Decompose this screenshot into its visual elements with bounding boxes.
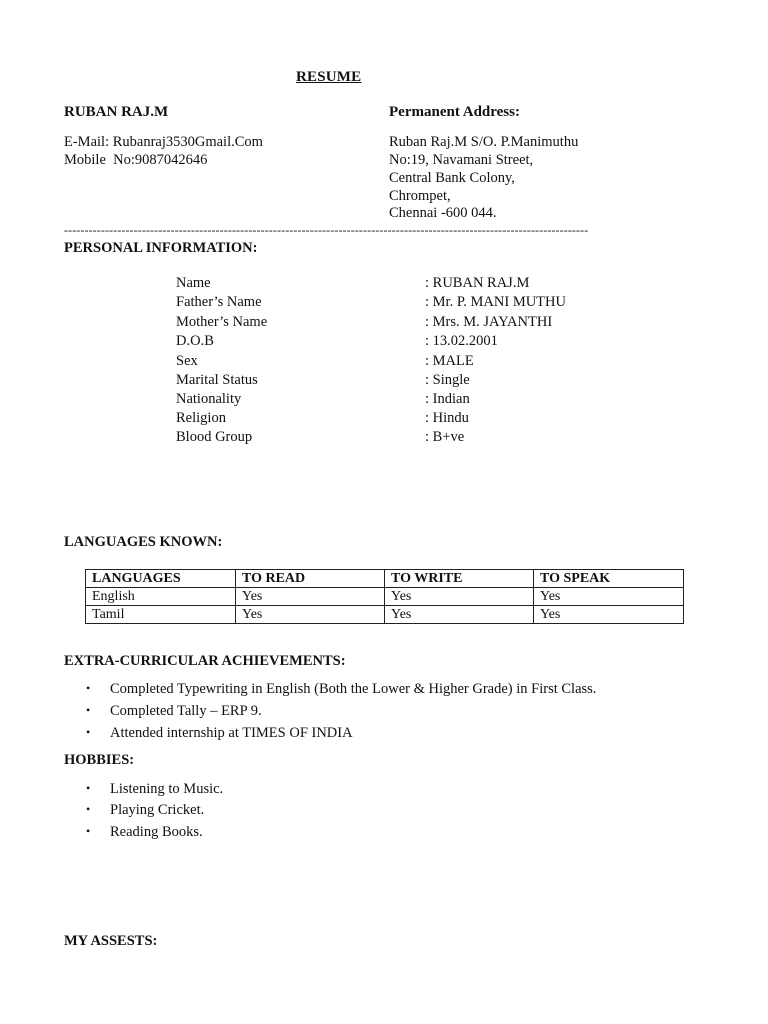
info-label: Nationality xyxy=(176,391,242,407)
list-item-text: Attended internship at TIMES OF INDIA xyxy=(110,725,353,741)
list-item-text: Reading Books. xyxy=(110,824,203,840)
info-label: Name xyxy=(176,275,211,291)
candidate-name: RUBAN RAJ.M xyxy=(64,104,169,120)
dashed-separator: -------------------------------------------------------------------------------------------------------------------------------- xyxy=(64,223,589,237)
table-cell: Yes xyxy=(236,588,385,606)
info-value: : Mr. P. MANI MUTHU xyxy=(425,294,566,310)
address-line: No:19, Navamani Street, xyxy=(389,152,534,168)
info-label: D.O.B xyxy=(176,333,214,349)
column-header-to-write: TO WRITE xyxy=(385,570,534,588)
mobile-line: Mobile No:9087042646 xyxy=(64,152,208,168)
address-line: Chrompet, xyxy=(389,188,451,204)
info-value: : B+ve xyxy=(425,429,465,445)
address-line: Chennai -600 044. xyxy=(389,205,497,221)
list-item xyxy=(86,802,204,819)
list-item-text: Completed Tally – ERP 9. xyxy=(110,703,262,719)
info-label: Marital Status xyxy=(176,372,258,388)
personal-info-heading: PERSONAL INFORMATION: xyxy=(64,240,258,256)
table-cell: Yes xyxy=(385,606,534,624)
info-label: Mother’s Name xyxy=(176,314,268,330)
info-value: : RUBAN RAJ.M xyxy=(425,275,530,291)
bullet-icon: • xyxy=(86,725,91,739)
table-header-row xyxy=(86,570,684,588)
table-cell: Tamil xyxy=(86,606,236,624)
info-value: : Mrs. M. JAYANTHI xyxy=(425,314,553,330)
list-item-text: Completed Typewriting in English (Both the Lower & Higher Grade) in First Class. xyxy=(110,681,597,697)
info-value: : 13.02.2001 xyxy=(425,333,498,349)
list-item xyxy=(86,725,353,742)
table-cell: Yes xyxy=(534,606,684,624)
email-line: E-Mail: Rubanraj3530Gmail.Com xyxy=(64,134,263,150)
list-item xyxy=(86,781,223,798)
column-header-languages: LANGUAGES xyxy=(86,570,236,588)
list-item xyxy=(86,824,203,841)
list-item-text: Playing Cricket. xyxy=(110,802,205,818)
info-label: Father’s Name xyxy=(176,294,262,310)
assets-heading: MY ASSESTS: xyxy=(64,933,158,949)
bullet-icon: • xyxy=(86,802,91,816)
document-title: RESUME xyxy=(296,69,362,85)
info-label: Blood Group xyxy=(176,429,253,445)
list-item xyxy=(86,703,262,720)
info-value: : MALE xyxy=(425,353,474,369)
table-cell: Yes xyxy=(385,588,534,606)
column-header-to-read: TO READ xyxy=(236,570,385,588)
table-row xyxy=(86,588,684,606)
list-item-text: Listening to Music. xyxy=(110,781,224,797)
table-cell: Yes xyxy=(236,606,385,624)
extracurricular-heading: EXTRA-CURRICULAR ACHIEVEMENTS: xyxy=(64,653,346,669)
bullet-icon: • xyxy=(86,681,91,695)
bullet-icon: • xyxy=(86,824,91,838)
bullet-icon: • xyxy=(86,703,91,717)
info-value: : Hindu xyxy=(425,410,469,426)
languages-heading: LANGUAGES KNOWN: xyxy=(64,534,223,550)
table-row xyxy=(86,606,684,624)
info-label: Religion xyxy=(176,410,226,426)
hobbies-heading: HOBBIES: xyxy=(64,752,135,768)
table-cell: English xyxy=(86,588,236,606)
list-item xyxy=(86,681,596,698)
address-line: Central Bank Colony, xyxy=(389,170,515,186)
info-value: : Indian xyxy=(425,391,470,407)
column-header-to-speak: TO SPEAK xyxy=(534,570,684,588)
bullet-icon: • xyxy=(86,781,91,795)
languages-table xyxy=(85,569,684,624)
table-cell: Yes xyxy=(534,588,684,606)
info-label: Sex xyxy=(176,353,198,369)
address-heading: Permanent Address: xyxy=(389,104,520,120)
address-line: Ruban Raj.M S/O. P.Manimuthu xyxy=(389,134,579,150)
info-value: : Single xyxy=(425,372,470,388)
